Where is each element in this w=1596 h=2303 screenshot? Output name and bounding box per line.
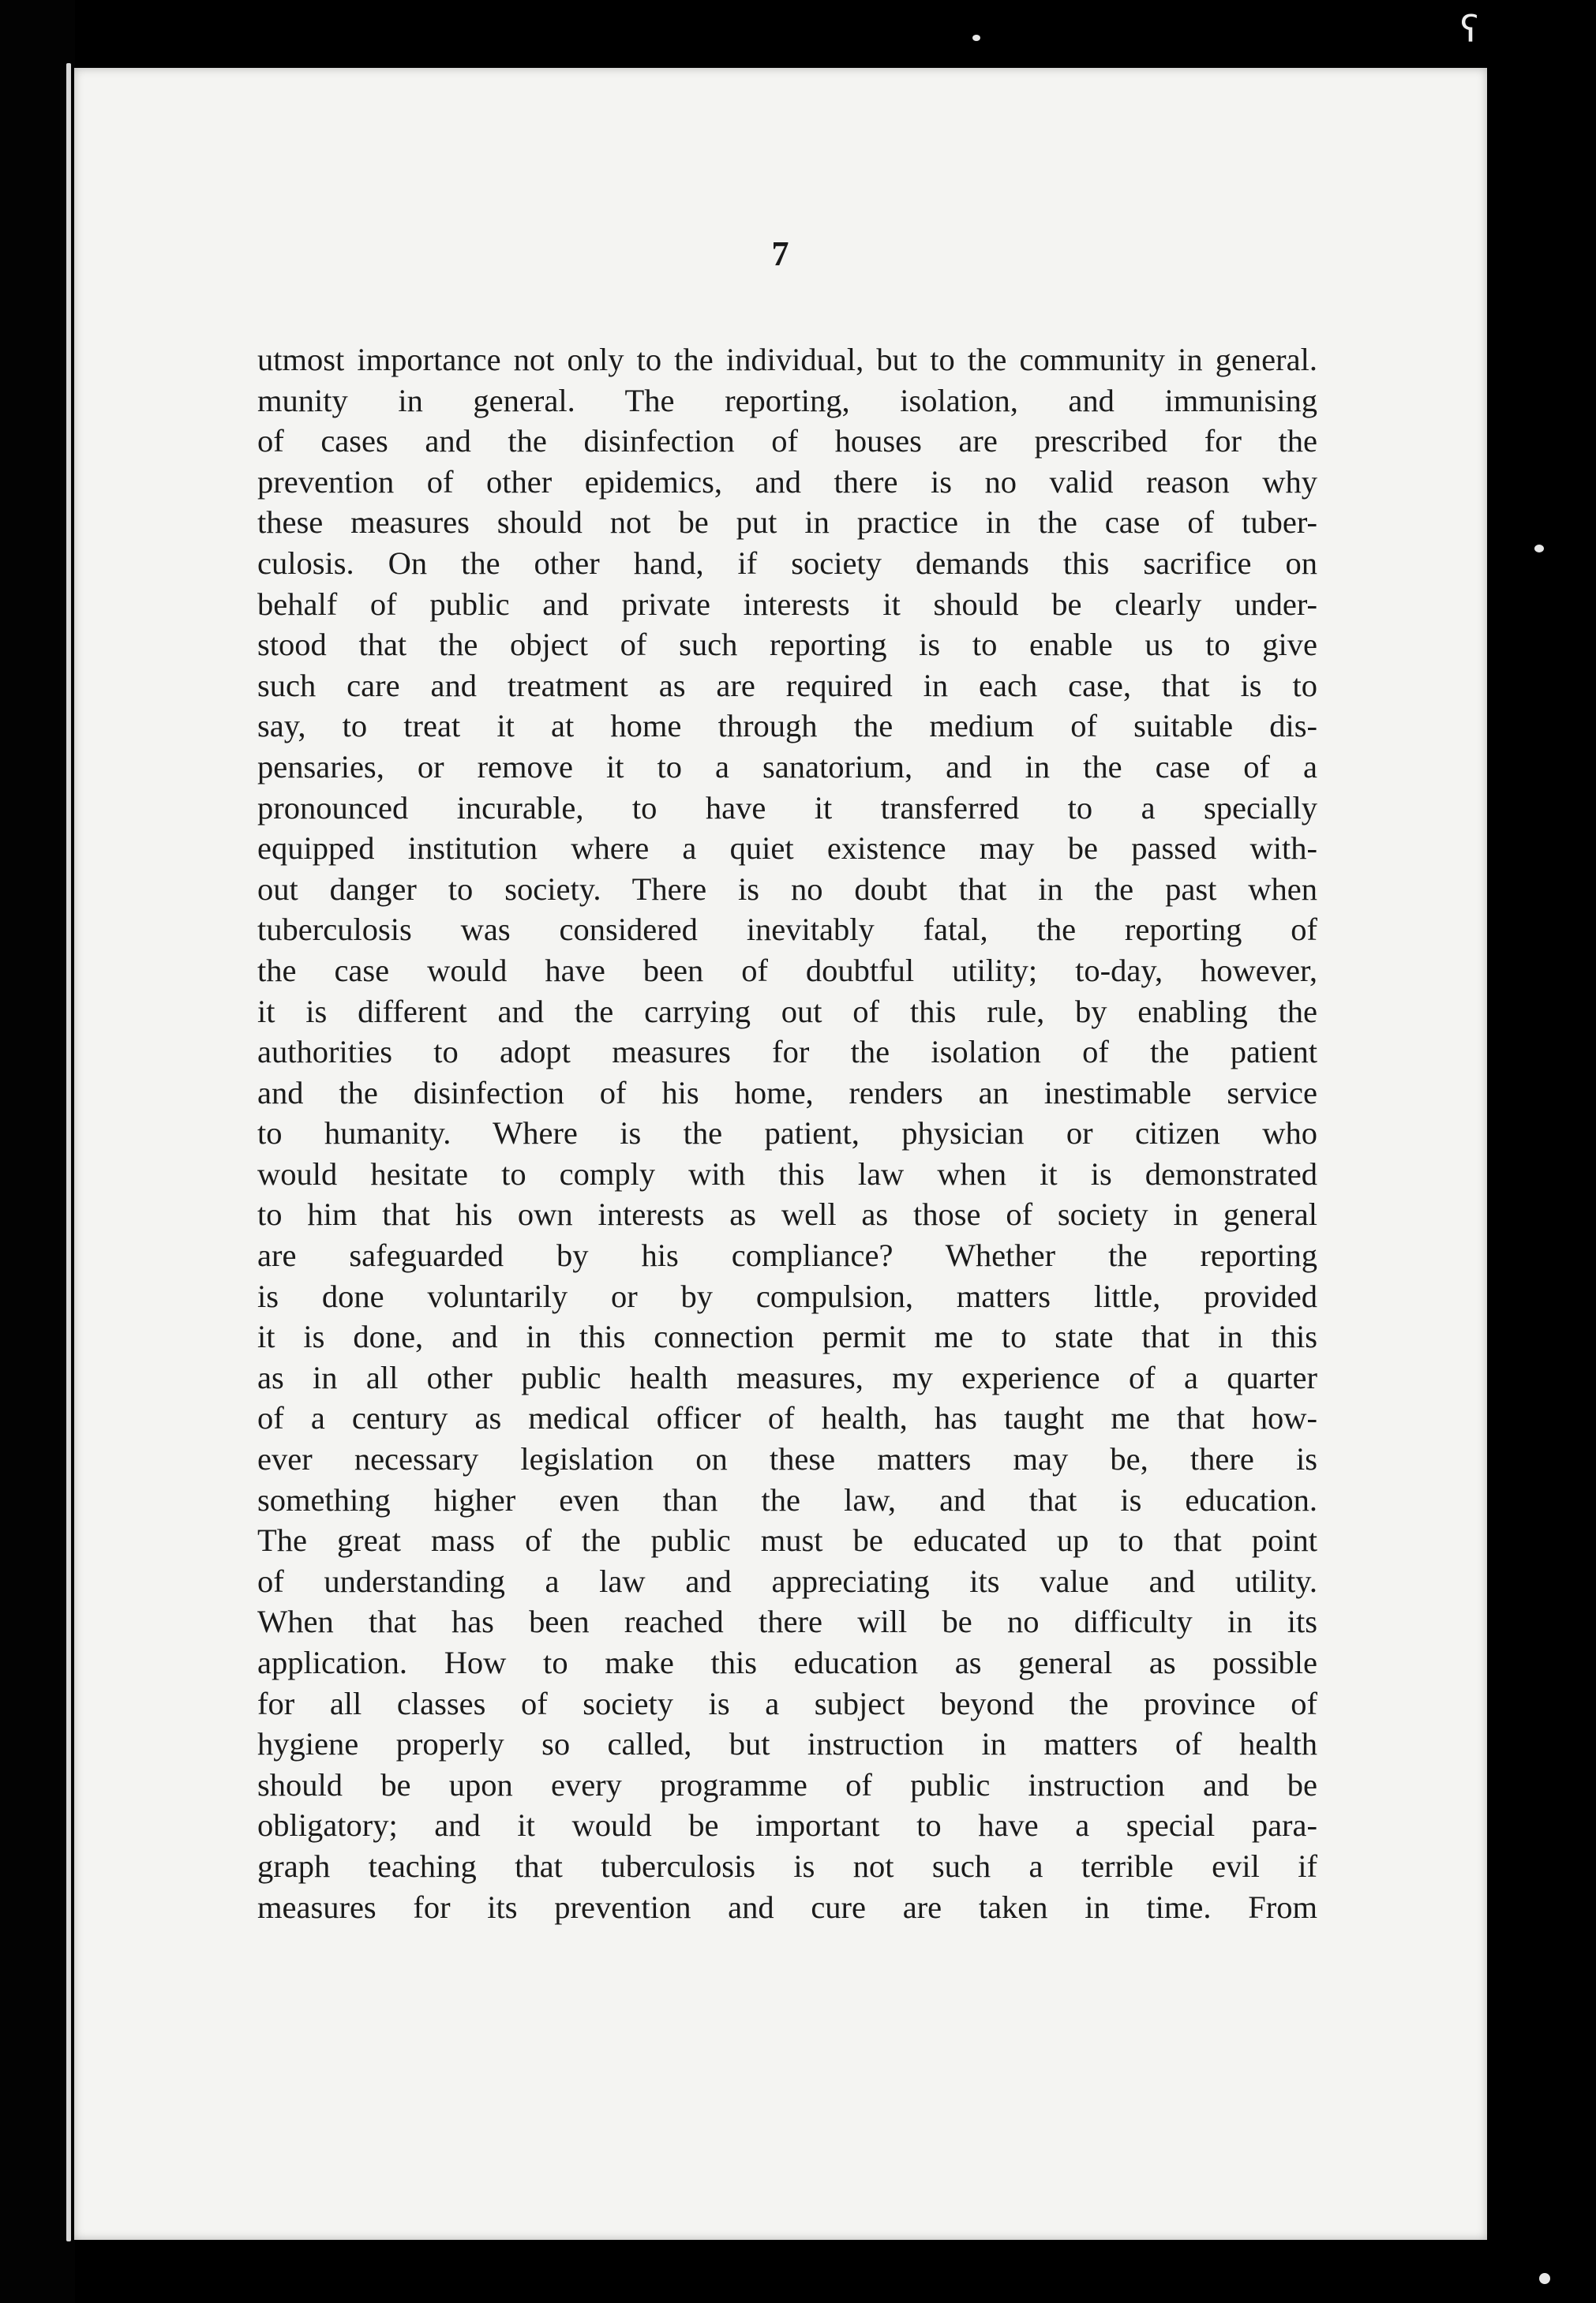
- text-line: equipped institution where a quiet existence may be passed with-: [257, 830, 1317, 867]
- text-line: obligatory; and it would be important to have a special para-: [257, 1807, 1317, 1844]
- text-line: behalf of public and private interests it should be clearly under-: [257, 586, 1317, 622]
- text-line: utmost importance not only to the individual, but to the community in general.: [257, 342, 1317, 377]
- text-line: graph teaching that tuberculosis is not such a terrible evil if: [257, 1848, 1317, 1884]
- text-line: munity in general. The reporting, isolation, and immunising: [257, 382, 1317, 418]
- text-line: to humanity. Where is the patient, physician or citizen who: [257, 1115, 1317, 1152]
- text-line: for all classes of society is a subject beyond the province of: [257, 1685, 1317, 1721]
- left-scan-border: [0, 0, 75, 2303]
- scan-speck: [1534, 545, 1544, 552]
- text-line: of understanding a law and appreciating its value and utility.: [257, 1563, 1317, 1599]
- text-line: application. How to make this education as general as possible: [257, 1645, 1317, 1680]
- text-line: of a century as medical officer of health, has taught me that how-: [257, 1400, 1317, 1436]
- document-page: [74, 68, 1487, 2240]
- body-text: [257, 339, 1317, 1927]
- scan-speck: [1539, 2273, 1550, 2284]
- text-line: measures for its prevention and cure are taken in time. From: [257, 1889, 1317, 1925]
- text-line: authorities to adopt measures for the isolation of the patient: [257, 1034, 1317, 1070]
- text-line: pronounced incurable, to have it transferred to a specially: [257, 789, 1317, 826]
- text-line: is done voluntarily or by compulsion, matters little, provided: [257, 1278, 1317, 1314]
- previous-page-edge: [66, 63, 71, 2241]
- text-line: pensaries, or remove it to a sanatorium, and in the case of a: [257, 748, 1317, 785]
- text-line: something higher even than the law, and that is education.: [257, 1481, 1317, 1518]
- text-line: hygiene properly so called, but instruction in matters of health: [257, 1726, 1317, 1762]
- text-line: and the disinfection of his home, renders an inestimable service: [257, 1074, 1317, 1110]
- text-line: would hesitate to comply with this law when it is demonstrated: [257, 1155, 1317, 1192]
- text-line: of cases and the disinfection of houses are prescribed for the: [257, 423, 1317, 459]
- text-line: these measures should not be put in practice in the case of tuber-: [257, 504, 1317, 541]
- text-line: should be upon every programme of public instruction and be: [257, 1766, 1317, 1803]
- text-line: tuberculosis was considered inevitably fatal, the reporting of: [257, 912, 1317, 948]
- scan-speck: [972, 35, 980, 41]
- text-line: culosis. On the other hand, if society demands this sacrifice on: [257, 545, 1317, 581]
- text-line: say, to treat it at home through the medium of suitable dis-: [257, 708, 1317, 744]
- scan-corner-mark: ʕ: [1460, 8, 1479, 51]
- text-line: it is different and the carrying out of this rule, by enabling the: [257, 993, 1317, 1029]
- text-line: The great mass of the public must be educated up to that point: [257, 1522, 1317, 1559]
- text-line: are safeguarded by his compliance? Whether the reporting: [257, 1238, 1317, 1274]
- page-number: 7: [771, 234, 790, 273]
- text-line: When that has been reached there will be no difficulty in its: [257, 1604, 1317, 1640]
- text-line: out danger to society. There is no doubt that in the past when: [257, 871, 1317, 907]
- text-line: stood that the object of such reporting is to enable us to give: [257, 627, 1317, 663]
- text-line: prevention of other epidemics, and there is no valid reason why: [257, 463, 1317, 500]
- text-line: it is done, and in this connection permit me to state that in this: [257, 1319, 1317, 1355]
- text-line: the case would have been of doubtful utility; to-day, however,: [257, 952, 1317, 988]
- text-line: to him that his own interests as well as those of society in general: [257, 1196, 1317, 1233]
- text-line: such care and treatment as are required in each case, that is to: [257, 667, 1317, 703]
- text-line: ever necessary legislation on these matters may be, there is: [257, 1441, 1317, 1477]
- text-line: as in all other public health measures, my experience of a quarter: [257, 1359, 1317, 1395]
